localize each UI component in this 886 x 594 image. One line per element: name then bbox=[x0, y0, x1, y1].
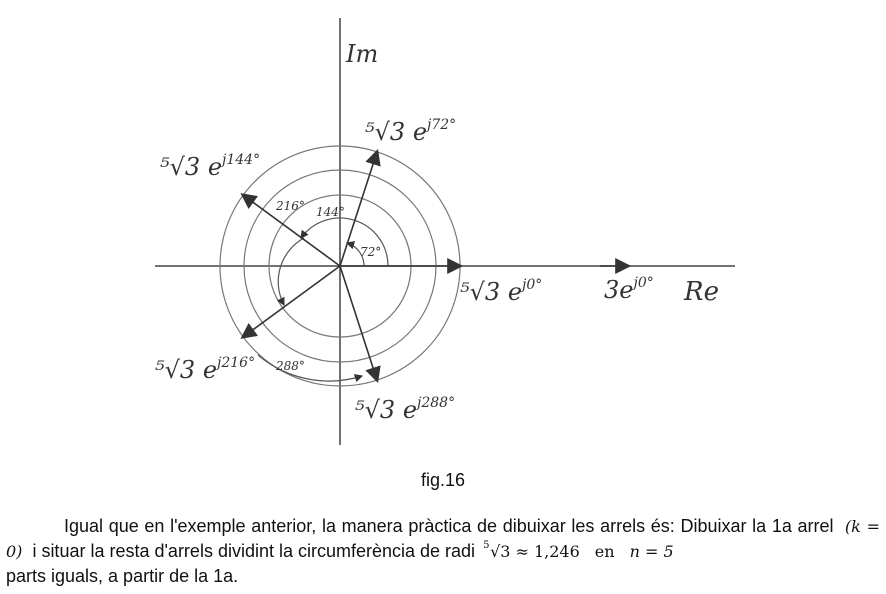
math-approx: ≈ 1,246 bbox=[515, 542, 580, 561]
root-label-288 bbox=[355, 395, 455, 424]
math-n5: n = 5 bbox=[629, 542, 674, 561]
root-label-0 bbox=[460, 277, 542, 306]
root-vector-288 bbox=[340, 266, 377, 380]
imag-axis-label: Im bbox=[346, 40, 379, 68]
paragraph-text-2: i situar la resta d'arrels dividint la circumferència de radi bbox=[32, 541, 476, 561]
angle-arrow-288 bbox=[258, 355, 362, 381]
paragraph-text-3: parts iguals, a partir de la 1a. bbox=[6, 566, 239, 586]
svg-text:⁵√3 ej72°: ⁵√3 $e^{j72^\circ}$ bbox=[365, 117, 457, 146]
math-root: 5 √3 bbox=[483, 540, 511, 561]
svg-text:⁵√3 ej216°: ⁵√3 $e^{j216^\circ}$ bbox=[155, 355, 256, 384]
svg-text:⁵√3 ej288°: ⁵√3 $e^{j288^\circ}$ bbox=[355, 395, 456, 424]
math-k0: (k = 0) bbox=[6, 517, 880, 561]
word-en: en bbox=[594, 542, 615, 561]
root-vector-216 bbox=[243, 266, 340, 337]
paragraph-text-1: Igual que en l'exemple anterior, la manera pràctica de dibuixar les arrels és: Dibuixar la 1a arrel bbox=[64, 516, 834, 536]
figure-caption: fig.16 bbox=[420, 470, 466, 490]
angle-label-288: 288° bbox=[276, 359, 305, 373]
angle-label-216: 216° bbox=[276, 199, 305, 213]
body-paragraph bbox=[6, 514, 880, 589]
original-number-label bbox=[604, 275, 654, 304]
angle-label-144: 144° bbox=[316, 205, 345, 219]
real-axis-label: Re bbox=[684, 277, 719, 307]
angle-label-72: 72° bbox=[360, 245, 382, 259]
root-label-72 bbox=[365, 117, 456, 146]
root-label-216 bbox=[155, 355, 255, 384]
root-label-144 bbox=[160, 152, 260, 181]
svg-text:⁵√3 ej144°: ⁵√3 $e^{j144^\circ}$ bbox=[160, 152, 261, 181]
svg-text:3ej0°: $3e^{j0^\circ}$ bbox=[604, 275, 654, 304]
svg-text:⁵√3 ej0°: ⁵√3 $e^{j0^\circ}$ bbox=[460, 277, 543, 306]
